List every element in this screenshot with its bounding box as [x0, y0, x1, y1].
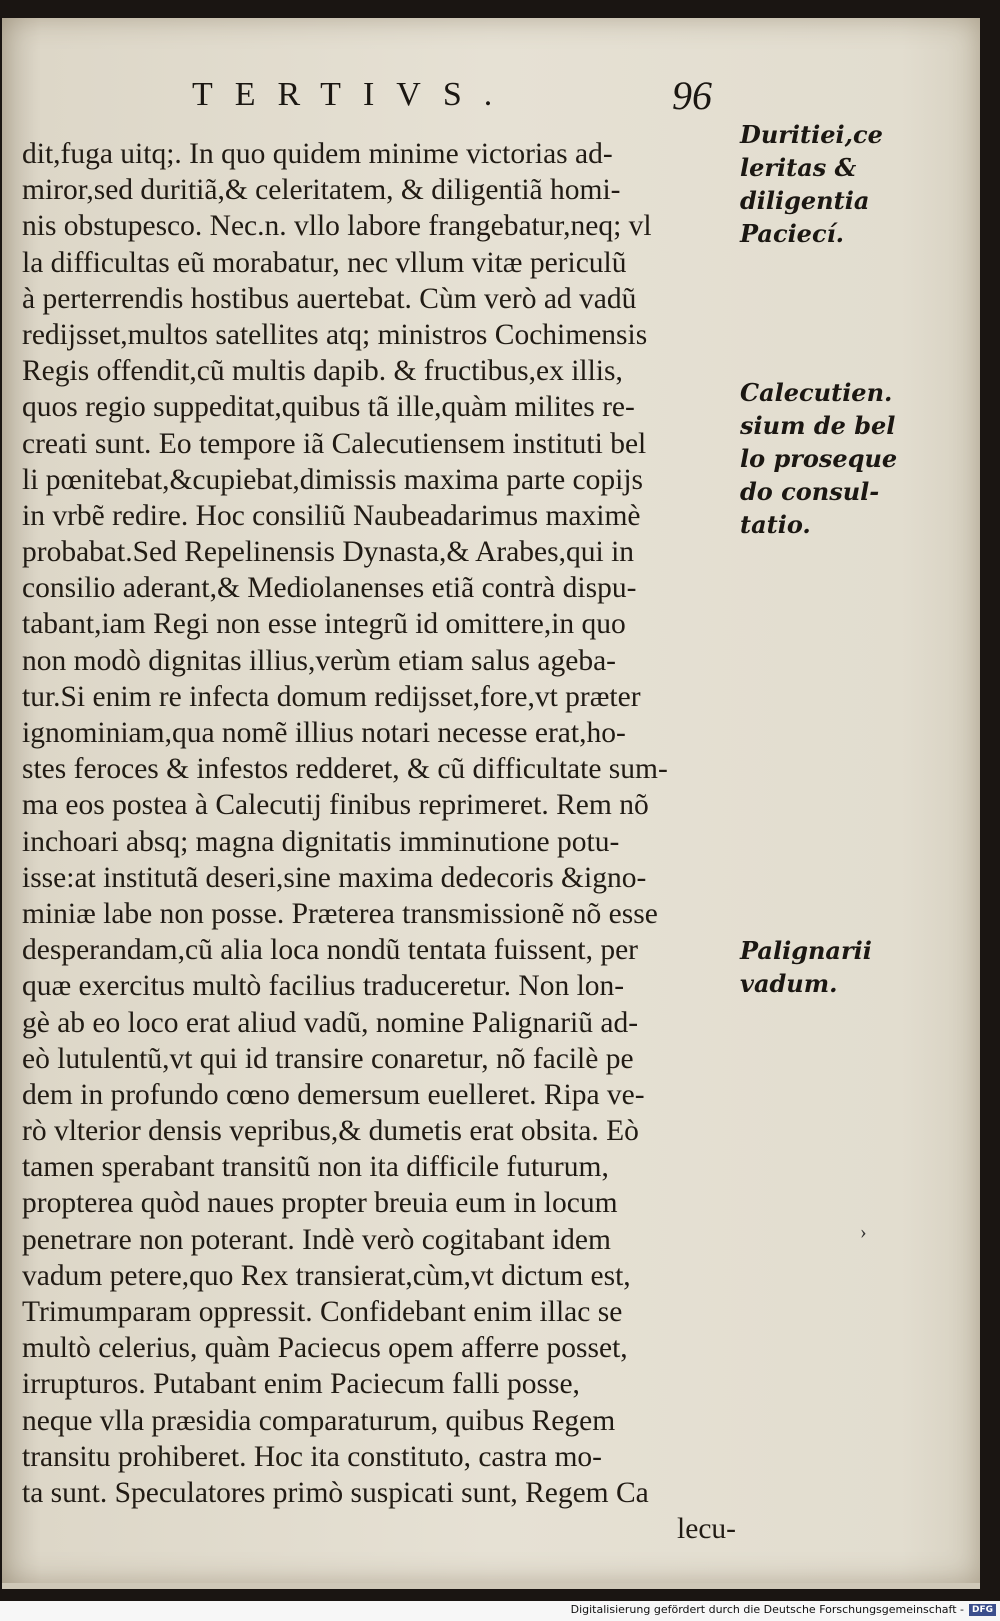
- margin-note-line: sium de bel: [740, 411, 896, 440]
- catchword: lecu-: [677, 1513, 736, 1546]
- text-line: tabant,iam Regi non esse integrũ id omittere,in quo: [22, 608, 626, 641]
- margin-note-line: tatio.: [740, 510, 811, 539]
- dfg-logo: DFG: [969, 1604, 996, 1616]
- text-line: ignominiam,qua nomẽ illius notari necesse erat,ho-: [22, 717, 626, 749]
- page-number: 96: [672, 73, 712, 118]
- text-line: probabat.Sed Repelinensis Dynasta,& Arabes,qui in: [22, 536, 635, 569]
- text-line: miror,sed duritiã,& celeritatem, & diligentiã homi-: [22, 174, 621, 207]
- text-line: neque vlla præsidia comparaturum, quibus Regem: [22, 1404, 616, 1437]
- text-line: propterea quòd naues propter breuia eum in locum: [22, 1187, 618, 1220]
- digitization-footer: [0, 1601, 1000, 1621]
- margin-note-line: diligentia: [740, 186, 870, 215]
- funding-credit: Digitalisierung gefördert durch die Deutsche Forschungsgemeinschaft -: [570, 1603, 964, 1616]
- margin-note-line: Paciecí.: [740, 219, 845, 248]
- text-line: transitu prohiberet. Hoc ita constituto, castra mo-: [22, 1440, 603, 1473]
- text-line: tur.Si enim re infecta domum redijsset,fore,vt præter: [22, 680, 641, 713]
- text-line: irrupturos. Putabant enim Paciecum falli posse,: [22, 1368, 580, 1401]
- text-line: non modò dignitas illius,verùm etiam salus ageba-: [22, 644, 616, 677]
- text-line: quos regio suppeditat,quibus tã ille,quàm milites re-: [22, 391, 635, 424]
- margin-note-line: Palignarii: [740, 936, 872, 965]
- margin-note-line: Duritiei,ce: [740, 120, 883, 149]
- text-line: in vrbẽ redire. Hoc consiliũ Naubeadarimus maximè: [22, 499, 641, 532]
- text-line: multò celerius, quàm Paciecus opem afferre posset,: [22, 1332, 628, 1365]
- text-line: la difficultas eũ morabatur, nec vllum vitæ periculũ: [22, 246, 627, 279]
- text-line: Trimumparam oppressit. Confidebant enim illac se: [22, 1296, 623, 1328]
- text-line: ma eos postea à Calecutij finibus reprimeret. Rem nõ: [22, 789, 649, 822]
- text-line: dem in profundo cœno demersum euelleret. Ripa ve-: [22, 1078, 645, 1111]
- text-line: nis obstupesco. Nec.n. vllo labore frangebatur,neq; vl: [22, 210, 652, 243]
- text-line: gè ab eo loco erat aliud vadũ, nomine Palignariũ ad-: [22, 1006, 639, 1039]
- running-title: TERTIVS.: [192, 76, 515, 113]
- text-line: eò lutulentũ,vt qui id transire conaretur, nõ facilè pe: [22, 1042, 634, 1075]
- text-line: quæ exercitus multò facilius traduceretur. Non lon-: [22, 970, 625, 1003]
- text-line: rò vlterior densis vepribus,& dumetis erat obsita. Eò: [22, 1115, 639, 1148]
- text-line: Regis offendit,cũ multis dapib. & fructibus,ex illis,: [22, 355, 623, 388]
- text-line: à perterrendis hostibus auertebat. Cùm verò ad vadũ: [22, 282, 637, 315]
- text-line: isse:at institutã deseri,sine maxima dedecoris &igno-: [22, 861, 647, 894]
- book-page: [2, 18, 980, 1589]
- text-line: inchoari absq; magna dignitatis imminutione potu-: [22, 825, 620, 858]
- page-header: [182, 68, 722, 128]
- margin-note-line: do consul-: [740, 477, 880, 506]
- body-text: [22, 136, 742, 1547]
- text-line: li pœnitebat,&cupiebat,dimissis maxima parte copijs: [22, 463, 644, 496]
- text-line: stes feroces & infestos redderet, & cũ difficultate sum-: [22, 753, 668, 786]
- text-line: dit,fuga uitq;. In quo quidem minime victorias ad-: [22, 138, 613, 170]
- margin-note-line: vadum.: [740, 969, 838, 998]
- text-line: creati sunt. Eo tempore iã Calecutiensem instituti bel: [22, 427, 647, 460]
- text-line: consilio aderant,& Mediolanenses etiã contrà dispu-: [22, 572, 637, 605]
- margin-note-durities: [740, 118, 890, 250]
- text-line: penetrare non poterant. Indè verò cogitabant idem: [22, 1223, 611, 1256]
- text-line: tamen sperabant transitũ non ita difficile futurum,: [22, 1151, 609, 1184]
- margin-marker: ›: [860, 1221, 867, 1243]
- margin-note-palignarium: [740, 934, 890, 1000]
- text-line: redijsset,multos satellites atq; ministros Cochimensis: [22, 318, 648, 351]
- margin-note-line: lo proseque: [740, 444, 898, 473]
- text-line: vadum petere,quo Rex transierat,cùm,vt dictum est,: [22, 1259, 631, 1292]
- margin-note-calecutiensium: [740, 376, 898, 541]
- margin-note-line: leritas &: [740, 153, 857, 182]
- text-line: desperandam,cũ alia loca nondũ tentata fuissent, per: [22, 934, 638, 967]
- margin-note-line: Calecutien.: [740, 378, 893, 407]
- text-line: miniæ labe non posse. Præterea transmissionẽ nõ esse: [22, 897, 658, 930]
- text-line: ta sunt. Speculatores primò suspicati sunt, Regem Ca: [22, 1476, 649, 1509]
